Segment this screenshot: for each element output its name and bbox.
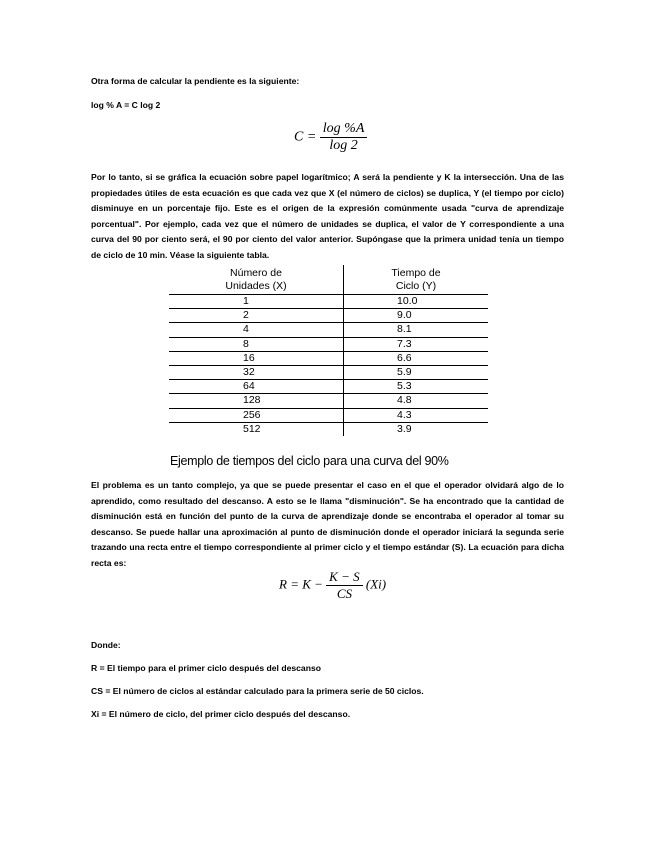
- cell-units: 128: [169, 394, 344, 408]
- intro-text: Otra forma de calcular la pendiente es la siguiente:: [91, 76, 300, 86]
- cell-units: 1: [169, 295, 344, 309]
- formula-r-tail: (Xi): [365, 576, 387, 592]
- table-caption: Ejemplo de tiempos del ciclo para una curva del 90%: [170, 454, 449, 468]
- cell-units: 64: [169, 380, 344, 394]
- table-row: [169, 295, 488, 309]
- cell-time: 5.3: [344, 380, 489, 394]
- equation-log-a: log % A = C log 2: [91, 100, 161, 110]
- formula-r: [279, 569, 386, 602]
- formula-r-denominator: CS: [336, 586, 352, 601]
- cell-units: 16: [169, 351, 344, 365]
- definition-r: R = El tiempo para el primer ciclo después del descanso: [91, 663, 321, 673]
- cell-units: 512: [169, 422, 344, 436]
- header-units: Número de Unidades (X): [169, 265, 344, 295]
- table-row: [169, 408, 488, 422]
- cell-time: 4.3: [344, 408, 489, 422]
- formula-r-numerator: K − S: [326, 569, 362, 586]
- table-row: [169, 351, 488, 365]
- paragraph-forgetting: El problema es un tanto complejo, ya que se puede presentar el caso en el que el operador olvidará algo de lo aprendido, como resultado del descanso. A esto se le llama "disminución". Se ha encontrado que la cantidad de disminución está en función del punto de la curva de aprendizaje donde se encontraba el operador al tomar su descanso. Se puede hallar una aproximación al punto de disminución donde el operador iniciará la segunda serie trazando una recta entre el tiempo correspondiente al primer ciclo y el tiempo estándar (S). La ecuación para dicha recta es:: [91, 480, 564, 568]
- table-row: [169, 380, 488, 394]
- formula-c-numerator: log %A: [320, 121, 368, 138]
- cell-time: 5.9: [344, 366, 489, 380]
- paragraph-learning-curve: Por lo tanto, si se gráfica la ecuación sobre papel logarítmico; A será la pendiente y K la intersección. Una de las propiedades útiles de esta ecuación es que cada vez que X (el número de ciclos) se duplica, Y (el tiempo por ciclo) disminuye en un porcentaje fijo. Este es el origen de la expresión comúnmente usada "curva de aprendizaje porcentual". Por ejemplo, cada vez que el número de unidades se duplica, el valor de Y correspondiente a una curva del 90 por ciento será, el 90 por ciento del valor anterior. Supóngase que la primera unidad tenía un tiempo de ciclo de 10 min. Véase la siguiente tabla.: [91, 172, 564, 260]
- formula-c: [294, 121, 367, 154]
- table-row: [169, 394, 488, 408]
- cell-time: 9.0: [344, 309, 489, 323]
- cell-time: 6.6: [344, 351, 489, 365]
- table-header-row: [169, 265, 488, 295]
- cell-units: 32: [169, 366, 344, 380]
- table-row: [169, 323, 488, 337]
- table-row: [169, 422, 488, 436]
- cell-units: 4: [169, 323, 344, 337]
- formula-r-lhs: R = K −: [279, 576, 323, 592]
- cell-time: 3.9: [397, 422, 412, 435]
- formula-c-denominator: log 2: [329, 138, 358, 153]
- cell-units: 8: [169, 337, 344, 351]
- definition-cs: CS = El número de ciclos al estándar calculado para la primera serie de 50 ciclos.: [91, 686, 424, 696]
- table-row: [169, 337, 488, 351]
- formula-c-fraction: [320, 121, 368, 154]
- cell-time: 4.8: [344, 394, 489, 408]
- cycle-time-table: [169, 265, 488, 436]
- table-row: [169, 366, 488, 380]
- formula-c-lhs: C =: [294, 129, 317, 145]
- formula-r-fraction: [326, 569, 362, 602]
- cell-units: 256: [169, 408, 344, 422]
- cell-time: 7.3: [344, 337, 489, 351]
- table-row: [169, 309, 488, 323]
- header-cycle-time: Tiempo de Ciclo (Y): [344, 265, 489, 295]
- cell-units: 2: [169, 309, 344, 323]
- cell-time: 10.0: [344, 295, 489, 309]
- definition-xi: Xi = El número de ciclo, del primer ciclo después del descanso.: [91, 709, 351, 719]
- donde-label: Donde:: [91, 640, 121, 650]
- cell-time: 8.1: [344, 323, 489, 337]
